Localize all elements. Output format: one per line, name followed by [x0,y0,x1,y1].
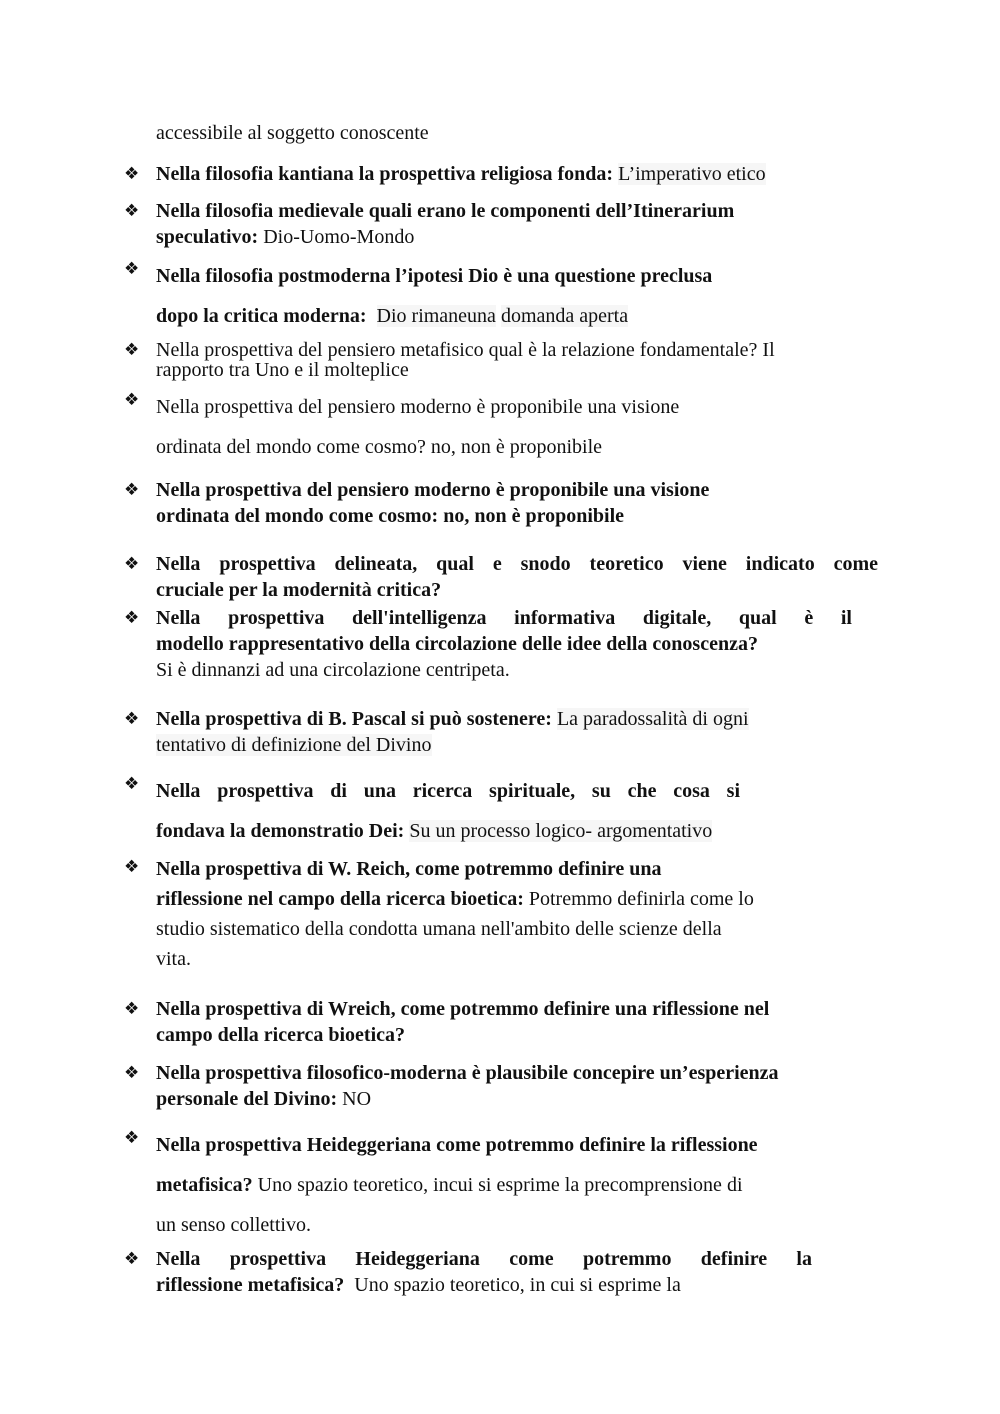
answer-text: vita. [156,948,191,970]
item-text: Nella prospettiva del pensiero metafisico qual è la relazione fondamentale? Il [156,339,775,361]
bullet-icon: ❖ [124,390,140,410]
list-item [124,339,926,381]
answer-text: tentativo di definizione del Divino [156,734,432,756]
question-text: Nella prospettiva di Wreich, come potremmo definire una riflessione nel [156,998,770,1020]
question-text: dopo la critica moderna: [156,305,367,327]
question-text: Nella prospettiva dell'intelligenza informativa digitale, qual è il [156,607,852,629]
bullet-icon: ❖ [124,1128,140,1148]
answer-text: Potremmo definirla come lo [528,888,754,910]
list-item [124,1060,926,1112]
question-text: fondava la demonstratio Dei: [156,820,405,842]
bullet-icon: ❖ [124,164,140,184]
question-text: modello rappresentativo della circolazione delle idee della conoscenza? [156,633,758,655]
question-text: cruciale per la modernità critica? [156,579,442,601]
question-text: Nella filosofia kantiana la prospettiva religiosa fonda: [156,163,614,185]
answer-text: La paradossalità di ogni [556,708,749,730]
answer-text: domanda aperta [500,305,629,327]
question-text: riflessione metafisica? [156,1274,345,1296]
question-text: Nella prospettiva del pensiero moderno è proponibile una visione [156,479,710,501]
bullet-icon: ❖ [124,999,140,1019]
list-item [124,771,926,851]
answer-text: Si è dinnanzi ad una circolazione centripeta. [156,659,510,681]
answer-text: Su un processo logico- argomentativo [409,820,713,842]
list-item [124,198,926,250]
question-text: speculativo: [156,226,259,248]
list-item [124,1125,926,1245]
bullet-icon: ❖ [124,774,140,794]
question-text: Nella prospettiva di W. Reich, come potremmo definire una [156,858,662,880]
answer-text: studio sistematico della condotta umana nell'ambito delle scienze della [156,918,722,940]
list-item [124,477,926,529]
question-text: personale del Divino: [156,1088,338,1110]
bullet-icon: ❖ [124,480,140,500]
answer-text: Uno spazio teoretico, incui si esprime la precomprensione di [257,1174,743,1196]
list-item [124,854,926,974]
question-text: metafisica? [156,1174,253,1196]
list-item [124,256,926,336]
bullet-icon: ❖ [124,340,140,360]
question-text: Nella prospettiva delineata, qual e snodo teoretico viene indicato come [156,553,878,575]
question-text: ordinata del mondo come cosmo: no, non è proponibile [156,505,624,527]
list-item [124,996,926,1048]
item-text: rapporto tra Uno e il molteplice [156,359,409,381]
question-text: Nella prospettiva Heideggeriana come potremmo definire la riflessione [156,1134,758,1156]
list-item [124,387,926,467]
item-text: ordinata del mondo come cosmo? no, non è proponibile [156,436,603,458]
bullet-icon: ❖ [124,709,140,729]
answer-text: un senso collettivo. [156,1214,311,1236]
list-item [124,605,926,683]
question-text: Nella filosofia postmoderna l’ipotesi Dio è una questione preclusa [156,265,713,287]
answer-text: L’imperativo etico [618,163,766,185]
question-text: campo della ricerca bioetica? [156,1024,406,1046]
answer-text: Dio rimaneuna [376,305,496,327]
continuation-text: accessibile al soggetto conoscente [156,122,429,144]
list-item [124,706,926,758]
question-text: riflessione nel campo della ricerca bioetica: [156,888,524,910]
item-text: Nella prospettiva del pensiero moderno è proponibile una visione [156,396,680,418]
answer-text: Uno spazio teoretico, in cui si esprime la [354,1274,681,1296]
bullet-icon: ❖ [124,259,140,279]
question-text: Nella prospettiva Heideggeriana come potremmo definire la [156,1248,812,1270]
list-item [124,551,926,603]
bullet-icon: ❖ [124,201,140,221]
bullet-icon: ❖ [124,1249,140,1269]
question-text: Nella prospettiva di B. Pascal si può sostenere: [156,708,552,730]
bullet-icon: ❖ [124,554,140,574]
bullet-icon: ❖ [124,608,140,628]
question-text: Nella prospettiva filosofico-moderna è plausibile concepire un’esperienza [156,1062,779,1084]
answer-text: NO [342,1088,372,1110]
list-item [124,1246,926,1298]
question-text: Nella filosofia medievale quali erano le componenti dell’Itinerarium [156,200,735,222]
bullet-icon: ❖ [124,1063,140,1083]
question-text: Nella prospettiva di una ricerca spirituale, su che cosa si [156,780,740,802]
answer-text: Dio-Uomo-Mondo [263,226,415,248]
list-item [124,161,926,187]
bullet-icon: ❖ [124,857,140,877]
